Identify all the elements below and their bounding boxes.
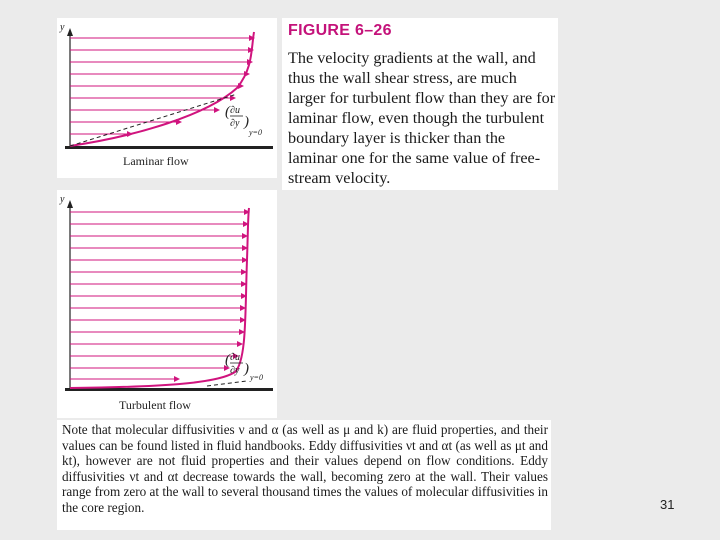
page-number: 31 [660,497,675,512]
svg-text:(: ( [225,104,230,120]
laminar-velocity-profile [70,32,254,146]
svg-text:y=0: y=0 [250,373,263,382]
svg-text:∂u: ∂u [230,352,240,363]
turbulent-y-axis-arrow-icon [67,200,73,208]
svg-text:∂y: ∂y [230,365,240,376]
turbulent-velocity-arrows [70,212,249,379]
laminar-wall [65,146,273,149]
svg-text:y=0: y=0 [249,128,262,137]
turbulent-velocity-profile [70,208,249,388]
laminar-wall-tangent [70,94,237,146]
figure-caption: The velocity gradients at the wall, and thus the wall shear stress, are much larger for turbulent flow than they are for laminar flow, even though the turbulent boundary layer is thicker than the laminar one for the same value of free-stream velocity. [288,49,556,187]
note-box [57,420,551,530]
turbulent-y-label: y [60,194,65,205]
laminar-flow-label: Laminar flow [123,154,189,168]
note-text: Note that molecular diffusivities ν and α (as well as μ and k) are fluid properties, and their values can be found listed in fluid handbooks. Eddy diffusivities νt and αt (as well as μt and kt), however are not fluid properties and their values depend on flow conditions. Eddy diffusivities νt and αt decrease towards the wall, becoming zero at the wall. Their values range from zero at the wall to several thousand times the values of molecular diffusivities in the core region. [62,422,548,515]
svg-text:∂u: ∂u [230,105,240,116]
svg-text:): ) [244,114,249,130]
laminar-derivative-label [225,104,262,137]
laminar-svg [57,18,277,178]
turbulent-wall-tangent [207,381,247,386]
svg-text:∂y: ∂y [230,118,240,129]
turbulent-svg [57,190,277,418]
turbulent-flow-diagram [57,190,277,418]
laminar-y-axis-arrow-icon [67,28,73,36]
turbulent-derivative-label [225,352,263,382]
svg-text:): ) [244,361,249,377]
figure-caption-box [282,18,558,190]
turbulent-flow-label: Turbulent flow [119,398,191,412]
figure-title: FIGURE 6–26 [288,22,392,39]
laminar-y-label: y [60,22,65,33]
laminar-flow-diagram [57,18,277,178]
svg-text:(: ( [225,352,230,368]
